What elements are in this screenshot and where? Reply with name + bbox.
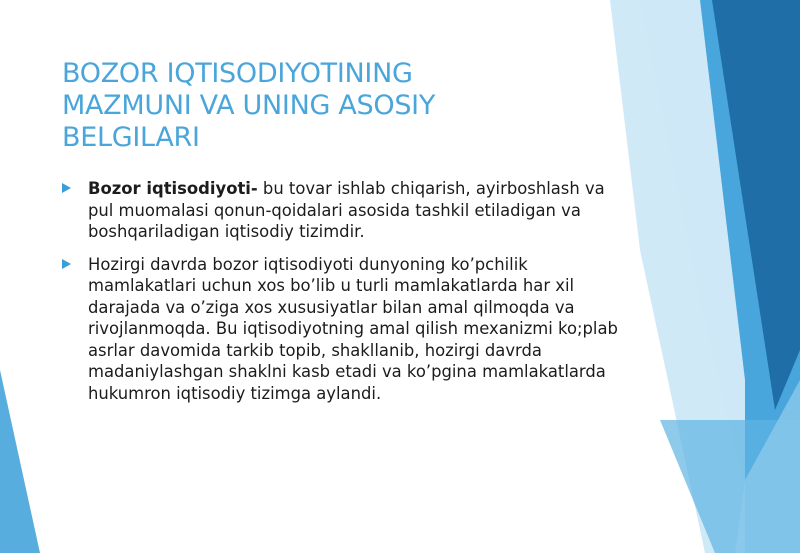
- slide-title: [62, 58, 582, 154]
- title-line-1: BOZOR IQTISODIYOTINING: [62, 58, 413, 89]
- left-accent-shape: [0, 370, 40, 553]
- bullet-item-1: [62, 178, 622, 243]
- bullet-item-2: [62, 254, 622, 405]
- bullet-text: bu tovar ishlab chiqarish, ayirboshlash va pul muomalasi qonun-qoidalari asosida tashkil etiladigan va boshqariladigan iqtisodiy tizimdir.: [88, 179, 605, 241]
- title-line-2: MAZMUNI VA UNING ASOSIY: [62, 90, 436, 121]
- bullet-arrow-icon: [62, 259, 71, 269]
- bullet-term: Bozor iqtisodiyoti-: [88, 179, 258, 198]
- bullet-text: Hozirgi davrda bozor iqtisodiyoti dunyoning ko’pchilik mamlakatlari uchun xos bo’lib u turli mamlakatlarda har xil darajada va o’ziga xos xususiyatlar bilan amal qilmoqda va rivojlanmoqda. Bu iqtisodiyotning amal qilish mexanizmi ko;plab asrlar davomida tarkib topib, shakllanib, hozirgi davrda madaniylashgan shaklni kasb etadi va ko’pgina mamlakatlarda hukumron iqtisodiy tizimga aylandi.: [88, 254, 618, 403]
- bullet-list: [62, 178, 622, 415]
- title-line-3: BELGILARI: [62, 122, 200, 153]
- bullet-arrow-icon: [62, 183, 71, 193]
